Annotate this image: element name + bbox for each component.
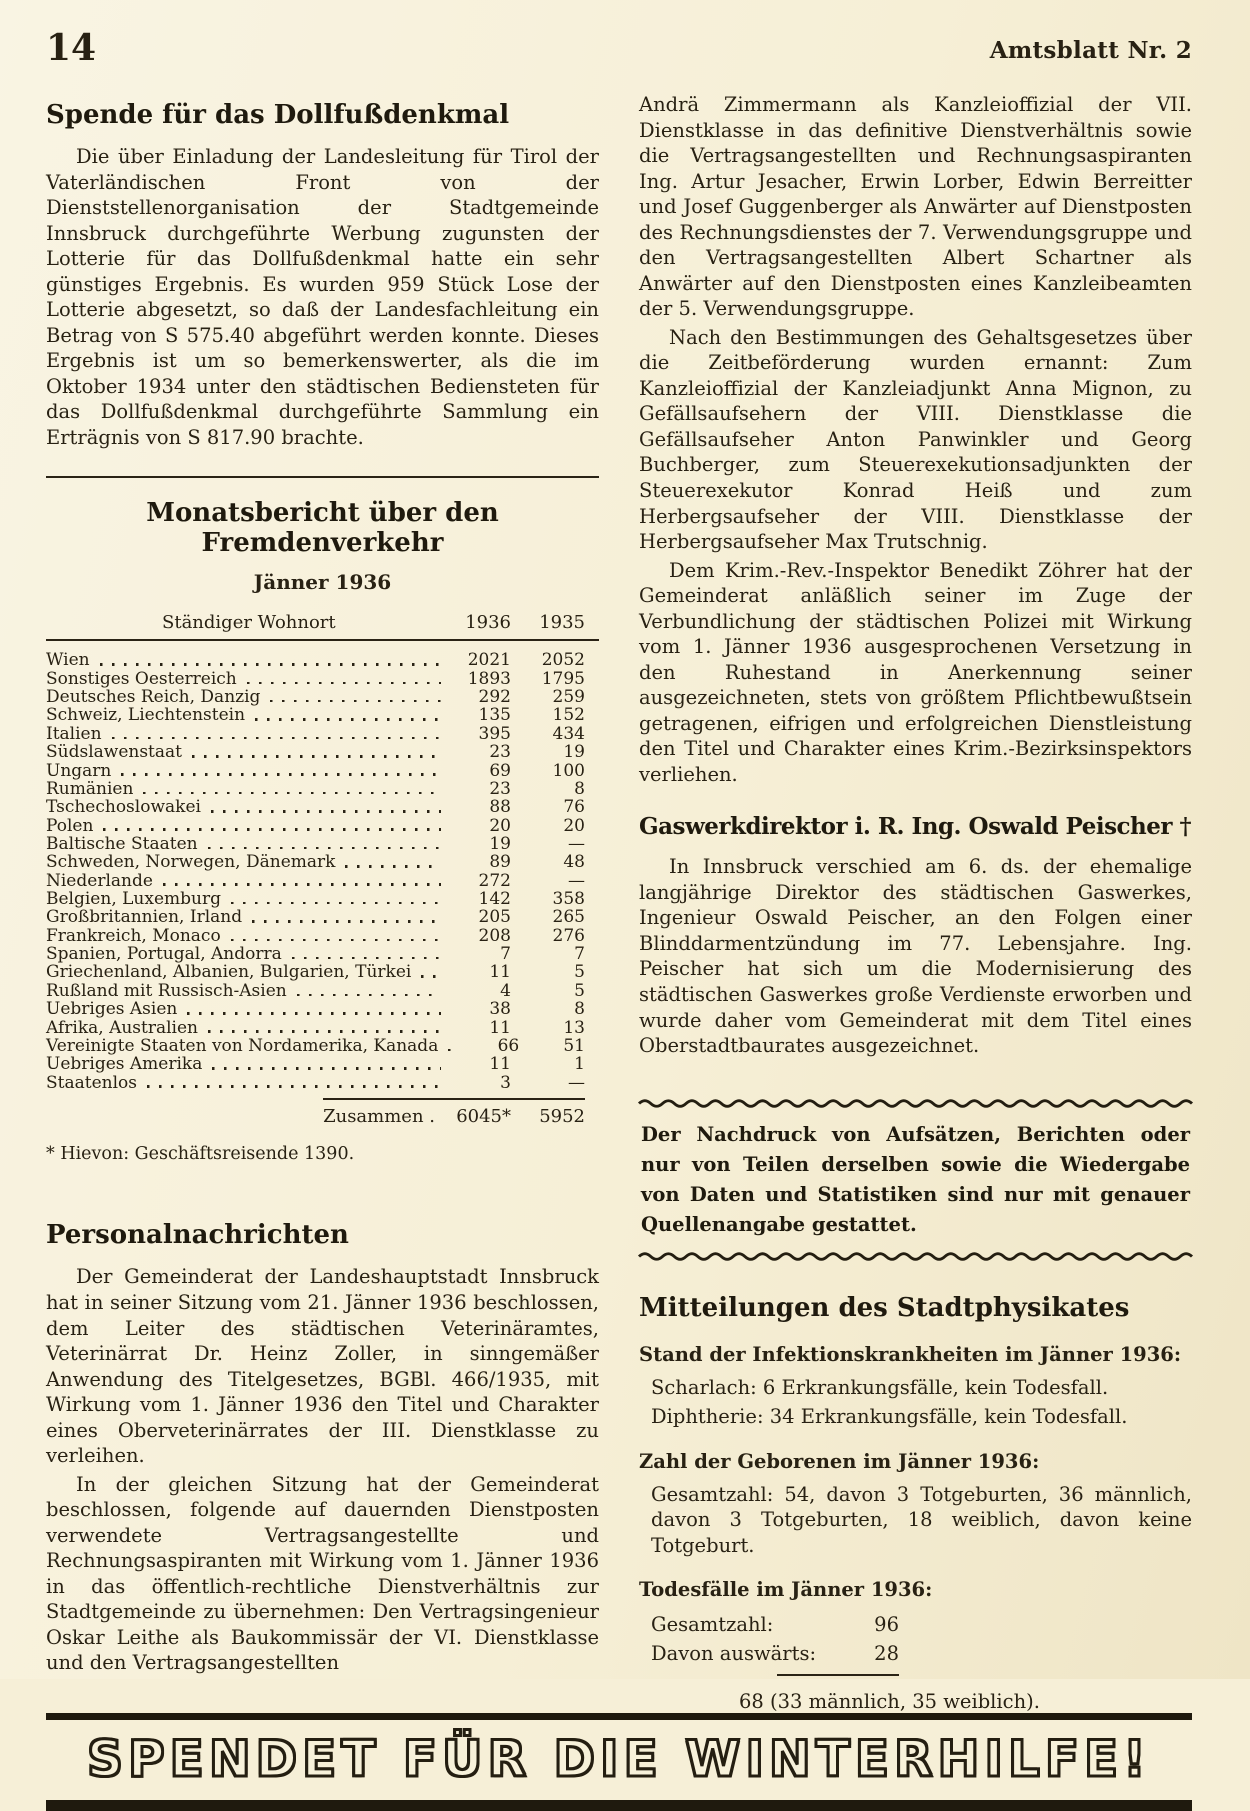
value-1935: 5 — [574, 962, 585, 983]
value-1936: 395 — [478, 723, 511, 744]
value-1936: 11 — [489, 962, 511, 983]
table-row — [46, 963, 585, 981]
value-1936: 23 — [489, 778, 511, 799]
table-row — [46, 1055, 585, 1073]
dot-leader — [112, 737, 441, 740]
winterhilfe-banner — [46, 1713, 1192, 1811]
table-row — [46, 651, 585, 669]
article-title-personal: Personalnachrichten — [46, 1220, 349, 1251]
table-row — [46, 780, 585, 798]
value-1935: 13 — [563, 1017, 585, 1038]
article-body-spende: Die über Einladung der Landesleitung für Tirol der Vaterländischen Front von der Dienststellenorganisation der Stadtgemeinde Innsbruck durchgeführte Werbung zugunsten der Lotterie für das Dollfußdenkmal hatte ein sehr günstiges Ergebnis. Es wurden 959 Stück Lose der Lotterie abgesetzt, so daß der Landesfachleitung ein Betrag von S 575.40 abgeführt werden konnte. Dieses Ergebnis ist um so bemerkenswerter, als die im Oktober 1934 unter den städtischen Bediensteten für das Dollfußdenkmal durchgeführte Sammlung ein Erträgnis von S 817.90 brachte. — [46, 145, 599, 449]
country-name: Staatenlos — [46, 1072, 137, 1093]
article-title-fremdenverkehr: Monatsbericht über den Fremdenverkehr — [146, 498, 499, 559]
table-row — [46, 945, 585, 963]
table-row — [46, 927, 585, 945]
value-1935: 152 — [552, 705, 585, 726]
country-name: Ungarn — [46, 760, 112, 781]
value-1936: 4 — [500, 980, 511, 1001]
table-header — [46, 612, 599, 641]
paragraph: Nach den Bestimmungen des Gehaltsgesetzes über die Zeitbeförderung wurden ernannt: Zum Kanzleioffizial der Kanzleiadjunkt Anna Mignon, zu Gefällsaufsehern der VIII. Dienstklasse die Gefällsaufseher Anton Panwinkler und Georg Buchberger, zum Steuerexekutionsadjunkten der Steuerexekutor Konrad Heiß und zum Herbergsaufseher der VIII. Dienstklasse der Herbergsaufseher Max Trutschnig. — [639, 325, 1192, 554]
deaths-value: 96 — [874, 1613, 899, 1637]
masthead: Amtsblatt Nr. 2 — [989, 37, 1192, 64]
value-1935: 8 — [574, 778, 585, 799]
deaths-label: Gesamtzahl: — [651, 1613, 774, 1637]
dot-leader — [231, 939, 441, 942]
deaths-table — [651, 1610, 899, 1669]
dot-leader — [345, 865, 441, 868]
table-total-row — [46, 1107, 599, 1126]
article-title-spende: Spende für das Dollfußdenkmal — [46, 100, 510, 130]
country-name: Großbritannien, Irland — [46, 907, 243, 928]
country-name: Schweiz, Liechtenstein — [46, 705, 246, 726]
paragraph: Dem Krim.-Rev.-Inspektor Benedikt Zöhrer hat der Gemeinderat anläßlich seiner im Zuge der Verbundlichung der städtischen Polizei mit Wirkung vom 1. Jänner 1936 ausgesprochenen Versetzung in den Ruhestand in Anerkennung seiner ausgezeichneten, stets von größtem Pflichtbewußtsein getragenen, eifrigen und erfolgreichen Dienstleistung den Titel und Charakter eines Krim.-Bezirksinspektors verliehen. — [639, 558, 1192, 786]
value-1936: 11 — [489, 1054, 511, 1075]
table-col-wohnort: Ständiger Wohnort — [162, 612, 336, 634]
dot-leader — [187, 1012, 441, 1015]
table-row — [46, 1037, 585, 1055]
dot-leader — [143, 792, 441, 795]
table-col-1935: 1935 — [539, 612, 585, 634]
deaths-row — [651, 1610, 899, 1639]
value-1935: 434 — [552, 723, 585, 744]
table-row — [46, 743, 585, 761]
value-1936: 88 — [489, 797, 511, 818]
dot-leader — [192, 755, 441, 758]
country-name: Uebriges Amerika — [46, 1054, 203, 1075]
value-1936: 19 — [489, 833, 511, 854]
table-row — [46, 688, 585, 706]
value-1936: 142 — [478, 889, 511, 910]
value-1936: 272 — [478, 870, 511, 891]
banner-text: SPENDET FÜR DIE WINTERHILFE! — [87, 1729, 1151, 1788]
body-line-diphtherie: Diphtherie: 34 Erkrankungsfälle, kein Todesfall. — [651, 1405, 1128, 1428]
value-1935: 358 — [552, 889, 585, 910]
dot-leader — [297, 994, 441, 997]
personal-continuation — [639, 92, 1192, 787]
table-row — [46, 670, 585, 688]
reprint-notice-text: Der Nachdruck von Aufsätzen, Berichten oder nur von Teilen derselben sowie die Wiedergabe von Daten und Statistiken sind nur mit genauer Quellenangabe gestattet. — [641, 1122, 1190, 1237]
value-1936: 2021 — [467, 650, 511, 671]
subsection-heading-todesfaelle: Todesfälle im Jänner 1936: — [639, 1578, 933, 1602]
country-name: Rußland mit Russisch-Asien — [46, 980, 287, 1001]
table-row — [46, 706, 585, 724]
country-name: Schweden, Norwegen, Dänemark — [46, 852, 336, 873]
article-title-obituary: Gaswerkdirektor i. R. Ing. Oswald Peischer † — [639, 813, 1192, 841]
value-1936: 20 — [489, 815, 511, 836]
paragraph: Der Gemeinderat der Landeshauptstadt Innsbruck hat in seiner Sitzung vom 21. Jänner 1936 beschlossen, dem Leiter des städtischen Veterinäramtes, Veterinärrat Dr. Heinz Zoller, in sinngemäßer Anwendung des Titelgesetzes, BGBl. 466/1935, mit Wirkung vom 1. Jänner 1936 den Titel und Charakter eines Oberveterinärrates der III. Dienstklasse zu verleihen. — [46, 1265, 599, 1468]
reprint-notice — [639, 1097, 1192, 1264]
wavy-divider — [639, 1250, 1192, 1263]
dot-leader — [121, 773, 441, 776]
country-name: Südslawenstaat — [46, 742, 182, 763]
article-body-personal — [46, 1264, 599, 1676]
page-number: 14 — [46, 27, 97, 69]
deaths-summary: 68 (33 männlich, 35 weiblich). — [739, 1689, 1040, 1713]
country-name: Belgien, Luxemburg — [46, 889, 221, 910]
value-1936: 205 — [478, 907, 511, 928]
wavy-divider — [639, 1097, 1192, 1110]
value-1935: 1 — [574, 1054, 585, 1075]
dot-leader — [211, 810, 441, 813]
value-1935: — — [568, 870, 585, 891]
country-name: Uebriges Asien — [46, 999, 178, 1020]
deaths-value: 28 — [874, 1642, 899, 1666]
country-name: Sonstiges Oesterreich — [46, 668, 237, 689]
country-name: Rumänien — [46, 778, 134, 799]
table-row — [46, 817, 585, 835]
dot-leader — [252, 920, 441, 923]
country-name: Wien — [46, 650, 90, 671]
value-1935: 51 — [563, 1035, 585, 1056]
value-1935: 265 — [552, 907, 585, 928]
section-divider — [46, 476, 599, 478]
value-1935: — — [568, 1072, 585, 1093]
country-name: Niederlande — [46, 870, 153, 891]
value-1935: — — [568, 833, 585, 854]
country-name: Polen — [46, 815, 94, 836]
value-1935: 20 — [563, 815, 585, 836]
value-1935: 76 — [563, 797, 585, 818]
value-1936: 3 — [500, 1072, 511, 1093]
body-line-scharlach: Scharlach: 6 Erkrankungsfälle, kein Todesfall. — [651, 1376, 1109, 1400]
total-label: Zusammen . — [323, 1106, 435, 1127]
dot-leader — [147, 1085, 441, 1088]
country-name: Deutsches Reich, Danzig — [46, 687, 261, 708]
value-1936: 7 — [500, 944, 511, 965]
dot-leader — [448, 1049, 456, 1052]
dot-leader — [231, 902, 441, 905]
content-columns — [46, 92, 1192, 1713]
total-value-1936: 6045* — [456, 1106, 511, 1127]
table-row — [46, 872, 585, 890]
table-row — [46, 1074, 585, 1092]
country-name: Vereinigte Staaten von Nordamerika, Kanada — [46, 1035, 439, 1056]
country-name: Afrika, Australien — [46, 1017, 199, 1038]
subsection-heading-geborene: Zahl der Geborenen im Jänner 1936: — [639, 1449, 1040, 1473]
value-1935: 48 — [563, 852, 585, 873]
table-row — [46, 853, 585, 871]
value-1935: 100 — [552, 760, 585, 781]
value-1936: 1893 — [467, 668, 511, 689]
dot-leader — [270, 700, 441, 703]
dot-leader — [163, 883, 441, 886]
value-1935: 1795 — [541, 668, 585, 689]
country-name: Spanien, Portugal, Andorra — [46, 944, 282, 965]
paragraph: Andrä Zimmermann als Kanzleioffizial der VII. Dienstklasse in das definitive Dienstverhältnis sowie die Vertragsangestellten und Rechnungsaspiranten Ing. Artur Jesacher, Erwin Lorber, Edwin Berreitter und Josef Guggenberger als Anwärter auf Dienstposten des Rechnungsdienstes der 7. Verwendungsgruppe und den Vertragsangestellten Albert Schartner als Anwärter auf den Dienstposten eines Kanzleibeamten der 5. Verwendungsgruppe. — [639, 93, 1192, 321]
value-1936: 208 — [478, 925, 511, 946]
table-row — [46, 835, 585, 853]
country-name: Baltische Staaten — [46, 833, 198, 854]
total-rule — [323, 1098, 585, 1100]
table-col-1936: 1936 — [465, 612, 511, 634]
value-1935: 19 — [563, 742, 585, 763]
table-row — [46, 1019, 585, 1037]
dot-leader — [208, 1030, 441, 1033]
dot-leader — [255, 718, 441, 721]
dot-leader — [208, 847, 441, 850]
article-body-obituary: In Innsbruck verschied am 6. ds. der ehemalige langjährige Direktor des städtischen Gaswerkes, Ingenieur Oswald Peischer, an den Folgen einer Blinddarmentzündung im 77. Lebensjahre. Ing. Peischer hat sich um die Modernisierung des städtischen Gaswerkes große Verdienste erworben und wurde daher vom Gemeinderat mit dem Titel eines Oberstadtbaurates ausgezeichnet. — [639, 855, 1192, 1058]
table-row — [46, 725, 585, 743]
value-1935: 8 — [574, 999, 585, 1020]
total-value-1935: 5952 — [539, 1106, 585, 1127]
value-1936: 292 — [478, 687, 511, 708]
table-footnote: * Hievon: Geschäftsreisende 1390. — [46, 1144, 355, 1165]
table-row — [46, 1000, 585, 1018]
page-header — [46, 27, 1192, 69]
country-name: Tschechoslowakei — [46, 797, 201, 818]
table-row — [46, 762, 585, 780]
value-1935: 276 — [552, 925, 585, 946]
value-1936: 11 — [489, 1017, 511, 1038]
value-1935: 259 — [552, 687, 585, 708]
right-column — [639, 92, 1192, 1713]
value-1936: 69 — [489, 760, 511, 781]
country-name: Frankreich, Monaco — [46, 925, 221, 946]
deaths-label: Davon auswärts: — [651, 1642, 817, 1666]
value-1936: 23 — [489, 742, 511, 763]
dot-leader — [100, 663, 441, 666]
table-row — [46, 890, 585, 908]
value-1936: 38 — [489, 999, 511, 1020]
left-column — [46, 92, 599, 1713]
table-row — [46, 798, 585, 816]
table-body — [46, 651, 599, 1092]
subsection-heading-infektionen: Stand der Infektionskrankheiten im Jänner 1936: — [639, 1343, 1182, 1367]
dot-leader — [103, 828, 441, 831]
deaths-row — [651, 1639, 899, 1668]
value-1935: 7 — [574, 944, 585, 965]
table-row — [46, 982, 585, 1000]
dot-leader — [421, 975, 441, 978]
value-1935: 5 — [574, 980, 585, 1001]
sum-rule — [777, 1674, 899, 1676]
paragraph: In der gleichen Sitzung hat der Gemeinderat beschlossen, folgende auf dauernden Dienstposten verwendete Vertragsangestellte und Rechnungsaspiranten mit Wirkung vom 1. Jänner 1936 in das öffentlich-rechtliche Dienstverhältnis zur Stadtgemeinde zu übernehmen: Den Vertragsingenieur Oskar Leithe als Baukommissär der VI. Dienstklasse und den Vertragsangestellten — [46, 1472, 599, 1675]
country-name: Italien — [46, 723, 102, 744]
value-1936: 135 — [478, 705, 511, 726]
country-name: Griechenland, Albanien, Bulgarien, Türkei — [46, 962, 412, 983]
value-1936: 89 — [489, 852, 511, 873]
value-1935: 2052 — [541, 650, 585, 671]
dot-leader — [247, 682, 441, 685]
table-row — [46, 908, 585, 926]
dot-leader — [292, 957, 441, 960]
value-1936: 66 — [497, 1035, 520, 1056]
article-title-stadtphysikat: Mitteilungen des Stadtphysikates — [639, 1293, 1130, 1324]
dot-leader — [212, 1067, 441, 1070]
article-subtitle-jaenner: Jänner 1936 — [253, 570, 392, 595]
body-line-geborene: Gesamtzahl: 54, davon 3 Totgeburten, 36 männlich, davon 3 Totgeburten, 18 weiblich, davon keine Totgeburt. — [651, 1482, 1192, 1557]
